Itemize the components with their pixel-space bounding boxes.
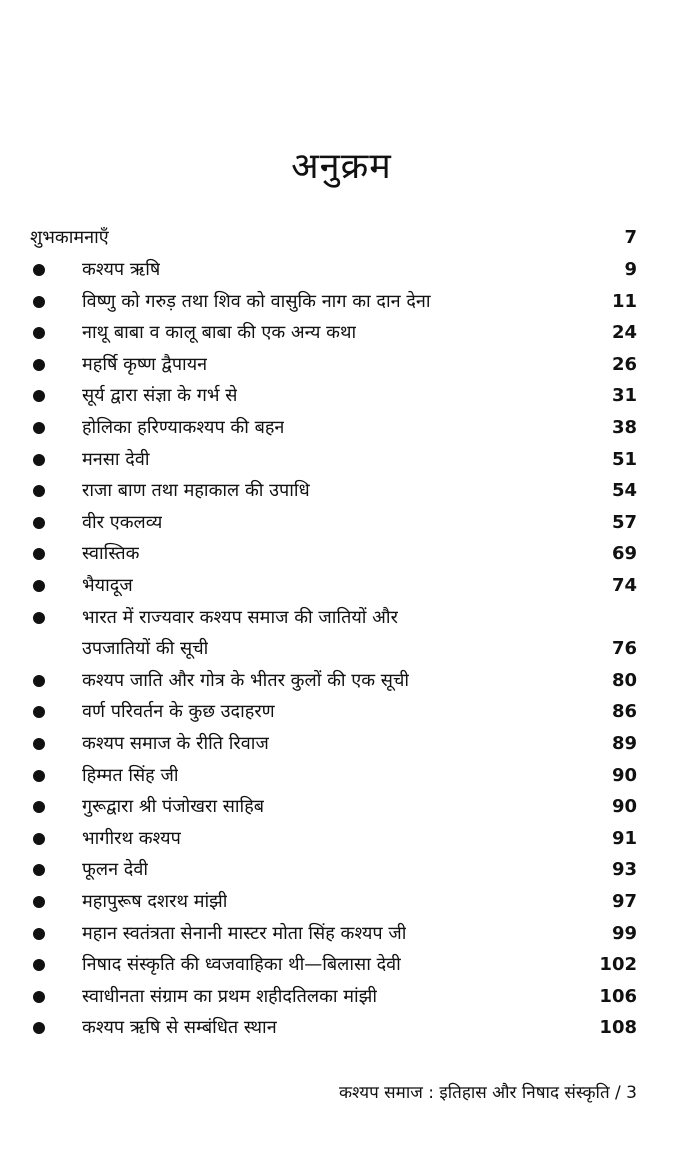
toc-intro-row <box>0 222 683 254</box>
toc-page-number: 26 <box>611 353 637 375</box>
toc-entry-title: महान स्वतंत्रता सेनानी मास्टर मोता सिंह कश्यप जी <box>82 922 407 944</box>
toc-entry-title: महापुरूष दशरथ मांझी <box>82 891 228 912</box>
toc-entry-title: निषाद संस्कृति की ध्वजवाहिका थी—बिलासा देवी <box>82 954 401 976</box>
toc-page-number: 93 <box>611 859 637 881</box>
toc-page-number: 80 <box>611 669 637 691</box>
page-title: अनुक्रम <box>291 146 392 187</box>
page-footer: कश्यप समाज : इतिहास और निषाद संस्कृति / 3 <box>338 1083 637 1103</box>
bullet-icon <box>33 454 45 466</box>
toc-page-number: 76 <box>611 638 637 660</box>
toc-page-number: 97 <box>611 891 637 912</box>
bullet-icon <box>33 296 45 308</box>
toc-entry-title: कश्यप समाज के रीति रिवाज <box>82 733 269 754</box>
toc-entry-title: सूर्य द्वारा संज्ञा के गर्भ से <box>82 385 238 407</box>
toc-row <box>0 254 683 286</box>
toc-row <box>0 823 683 855</box>
toc-page-number: 31 <box>611 385 637 407</box>
toc-entry-title: होलिका हरिण्याकश्यप की बहन <box>82 417 285 438</box>
toc-entry-title: वर्ण परिवर्तन के कुछ उदाहरण <box>82 701 275 723</box>
toc-row <box>0 696 683 728</box>
toc-entry-title: भारत में राज्यवार कश्यप समाज की जातियों और <box>82 606 398 628</box>
bullet-icon <box>33 390 45 402</box>
bullet-icon <box>33 896 45 908</box>
toc-entry-continuation: उपजातियों की सूची <box>82 638 209 660</box>
bullet-icon <box>33 264 45 276</box>
toc-row <box>0 949 683 981</box>
bullet-icon <box>33 864 45 876</box>
toc-row-continuation <box>0 633 683 665</box>
toc-row <box>0 918 683 950</box>
bullet-icon <box>33 833 45 845</box>
toc-page-number: 51 <box>611 448 637 470</box>
bullet-icon <box>33 675 45 687</box>
bullet-icon <box>33 548 45 560</box>
bullet-icon <box>33 1022 45 1034</box>
bullet-icon <box>33 359 45 371</box>
toc-page-number: 90 <box>611 796 637 818</box>
toc-entry-title: गुरूद्वारा श्री पंजोखरा साहिब <box>82 796 265 818</box>
toc-row <box>0 728 683 760</box>
toc-page-number: 11 <box>611 290 637 312</box>
toc-page-number: 90 <box>611 764 637 786</box>
toc-page-number: 91 <box>611 827 637 849</box>
toc-row <box>0 665 683 697</box>
toc-entry-title: मनसा देवी <box>82 448 150 470</box>
toc-row <box>0 760 683 792</box>
toc-page-number: 102 <box>599 954 637 976</box>
toc-row <box>0 507 683 539</box>
toc-row <box>0 349 683 381</box>
toc-entry-title: स्वास्तिक <box>82 543 140 565</box>
toc-page-number: 9 <box>624 259 637 280</box>
bullet-icon <box>33 738 45 750</box>
toc-row <box>0 380 683 412</box>
toc-entry-title: वीर एकलव्य <box>82 511 163 533</box>
toc-row <box>0 475 683 507</box>
bullet-icon <box>33 580 45 592</box>
toc-entry-title: कश्यप जाति और गोत्र के भीतर कुलों की एक सूची <box>82 669 410 691</box>
toc-entry-title: महर्षि कृष्ण द्वैपायन <box>82 353 208 375</box>
toc-row <box>0 602 683 634</box>
toc-page-number: 69 <box>611 543 637 565</box>
toc-entry-title: स्वाधीनता संग्राम का प्रथम शहीदतिलका मांझी <box>82 985 377 1007</box>
bullet-icon <box>33 770 45 782</box>
toc-row <box>0 570 683 602</box>
toc-entry-title: हिम्मत सिंह जी <box>82 764 179 786</box>
toc-row <box>0 791 683 823</box>
toc-row <box>0 412 683 444</box>
toc-entry-title: कश्यप ऋषि <box>82 259 161 280</box>
toc-page-number: 106 <box>599 985 637 1007</box>
toc-row <box>0 538 683 570</box>
toc-row <box>0 444 683 476</box>
toc-entry-title: नाथू बाबा व कालू बाबा की एक अन्य कथा <box>82 322 357 344</box>
bullet-icon <box>33 991 45 1003</box>
toc-page-number: 57 <box>611 511 637 533</box>
toc-page-number: 7 <box>624 227 637 248</box>
toc-entry-title: शुभकामनाएँ <box>30 227 109 248</box>
toc-entry-title: भागीरथ कश्यप <box>82 827 181 849</box>
toc-page-number: 74 <box>611 575 637 596</box>
toc-row <box>0 286 683 318</box>
toc-row <box>0 1012 683 1044</box>
toc-page-number: 24 <box>611 322 637 344</box>
toc-page-number: 86 <box>611 701 637 723</box>
toc-page-number: 99 <box>611 922 637 944</box>
toc-entry-title: कश्यप ऋषि से सम्बंधित स्थान <box>82 1017 277 1039</box>
toc-page-number: 108 <box>599 1017 637 1039</box>
bullet-icon <box>33 706 45 718</box>
bullet-icon <box>33 959 45 971</box>
bullet-icon <box>33 801 45 813</box>
toc-page-number: 89 <box>611 733 637 754</box>
bullet-icon <box>33 485 45 497</box>
bullet-icon <box>33 422 45 434</box>
bullet-icon <box>33 928 45 940</box>
bullet-icon <box>33 327 45 339</box>
toc-entry-title: विष्णु को गरुड़ तथा शिव को वासुकि नाग का दान देना <box>82 290 431 312</box>
toc-row <box>0 981 683 1013</box>
bullet-icon <box>33 612 45 624</box>
toc-entry-title: फूलन देवी <box>82 859 149 881</box>
toc-page-number: 38 <box>611 417 637 438</box>
toc-entry-title: राजा बाण तथा महाकाल की उपाधि <box>82 480 310 502</box>
toc-row <box>0 854 683 886</box>
toc-page-number: 54 <box>611 480 637 502</box>
bullet-icon <box>33 517 45 529</box>
toc-entry-title: भैयादूज <box>82 575 133 596</box>
toc-row <box>0 317 683 349</box>
toc-row <box>0 886 683 918</box>
